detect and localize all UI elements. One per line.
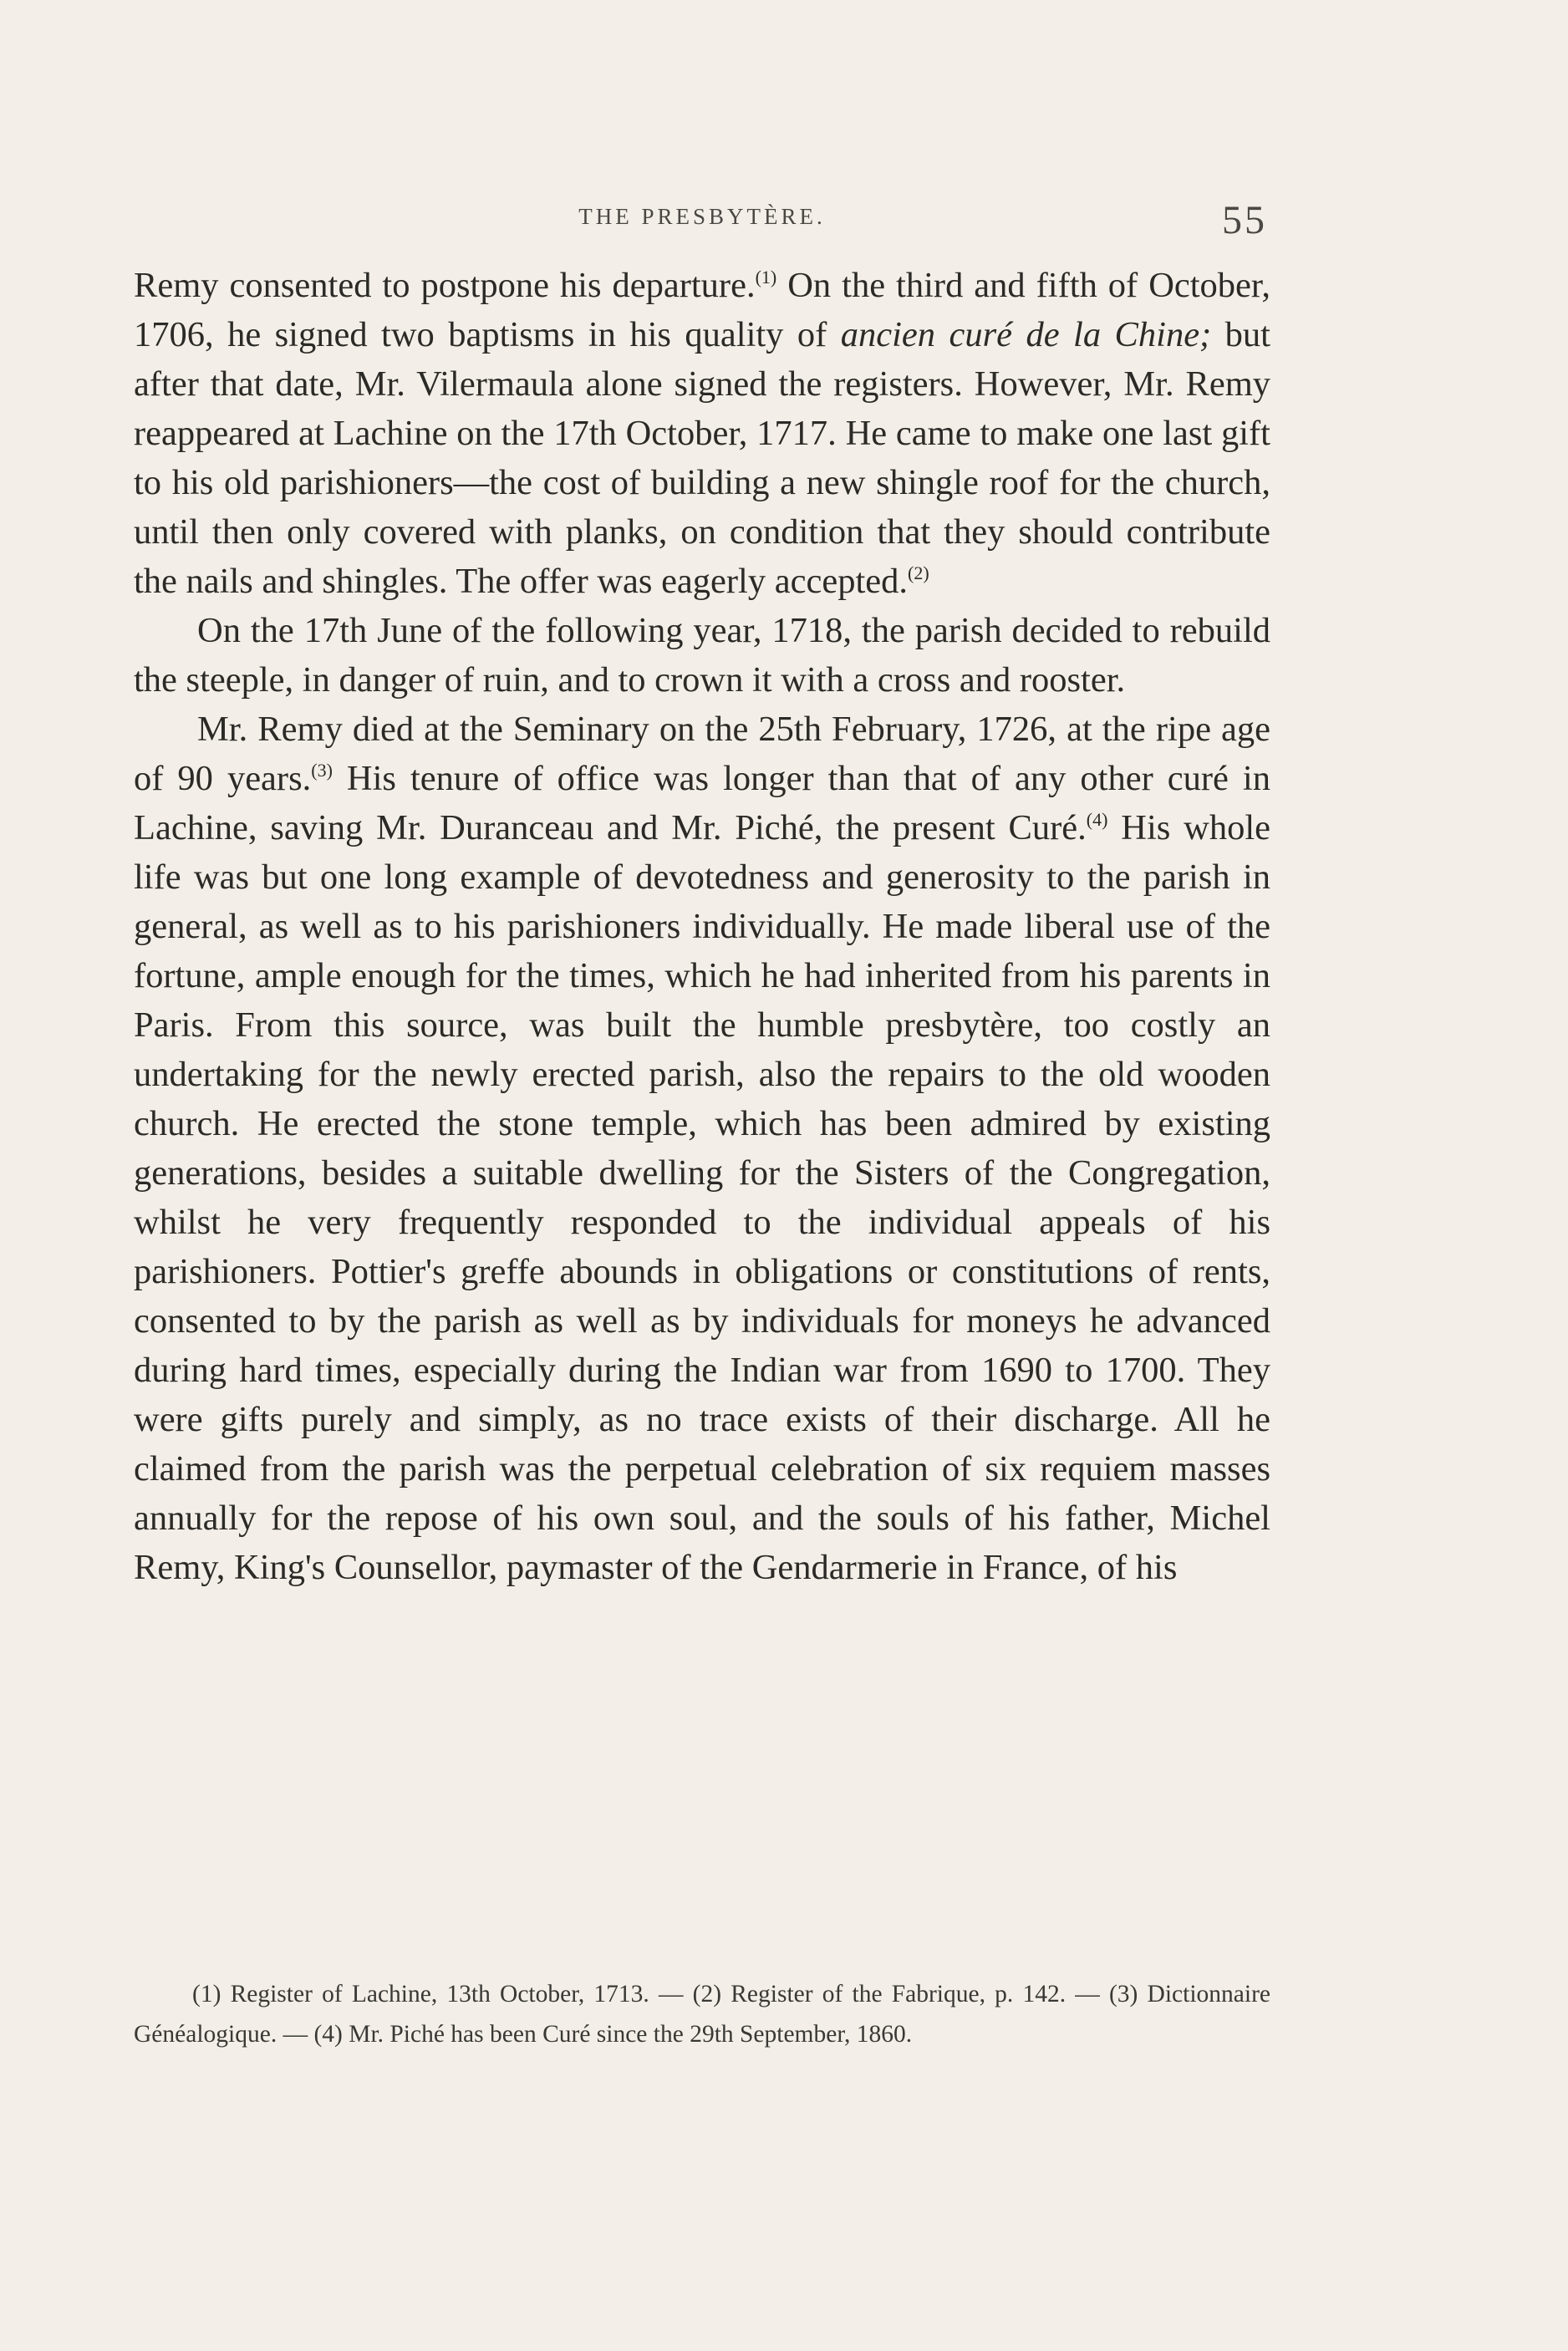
paragraph-3-text-c: His whole life was but one long example of devotedness and generosity to the parish in general, as well as to his parishioners individually. He made liberal use of the fortune, ample enough for the times, which he had inherited from his parents in Paris. From this source, was built the humble presbytère, too costly an undertaking for the newly erected parish, also the repairs to the old wooden church. He erected the stone temple, which has been admired by existing generations, besides a suitable dwelling for the Sisters of the Congregation, whilst he very frequently responded to the individual appeals of his parishioners. Pottier's greffe abounds in obligations or constitutions of rents, consented to by the parish as well as by individuals for moneys he advanced during hard times, especially during the Indian war from 1690 to 1700. They were gifts purely and simply, as no trace exists of their discharge. All he claimed from the parish was the perpetual celebration of six requiem masses annually for the repose of his own soul, and the souls of his father, Michel Remy, King's Counsellor, paymaster of the Gendarmerie in France, of his xyxy=(134,808,1270,1587)
page-number: 55 xyxy=(1222,198,1267,242)
paragraph-1-text-a: Remy consented to postpone his departure. xyxy=(134,266,756,305)
paragraph-1-text-c: but after that date, Mr. Vilermaula alone signed the registers. However, Mr. Remy reappeared at Lachine on the 17th October, 1717. He came to make one last gift to his old parishioners—the cost of building a new shingle roof for the church, until then only covered with planks, on condition that they should contribute the nails and shingles. The offer was eagerly accepted. xyxy=(134,315,1270,601)
footnote-ref-4: (4) xyxy=(1086,809,1108,830)
running-head xyxy=(134,197,1270,247)
footnote-ref-1: (1) xyxy=(755,267,777,288)
footnotes-text: (1) Register of Lachine, 13th October, 1713. — (2) Register of the Fabrique, p. 142. — (3) Dictionnaire Généalogique. — (4) Mr. Piché has been Curé since the 29th September, 1860. xyxy=(134,1981,1270,2048)
paragraph-1 xyxy=(134,261,1270,606)
paragraph-3 xyxy=(134,705,1270,1592)
footnote-ref-2: (2) xyxy=(908,562,929,583)
footnote-ref-3: (3) xyxy=(311,760,333,781)
body-text xyxy=(134,261,1270,1592)
running-title: THE PRESBYTÈRE. xyxy=(578,204,826,229)
italic-phrase: ancien curé de la Chine; xyxy=(840,315,1212,354)
paragraph-3-text-b: His tenure of office was longer than that of any other curé in Lachine, saving Mr. Duranceau and Mr. Piché, the present Curé. xyxy=(134,759,1270,847)
paragraph-1-text-b: On the third and fifth of October, 1706, he signed two baptisms in his quality of xyxy=(134,266,1270,354)
footnotes xyxy=(134,1974,1270,2054)
paragraph-2: On the 17th June of the following year, 1718, the parish decided to rebuild the steeple, in danger of ruin, and to crown it with a cross and rooster. xyxy=(134,611,1270,700)
paragraph-3-text-a: Mr. Remy died at the Seminary on the 25th February, 1726, at the ripe age of 90 years. xyxy=(134,710,1270,798)
